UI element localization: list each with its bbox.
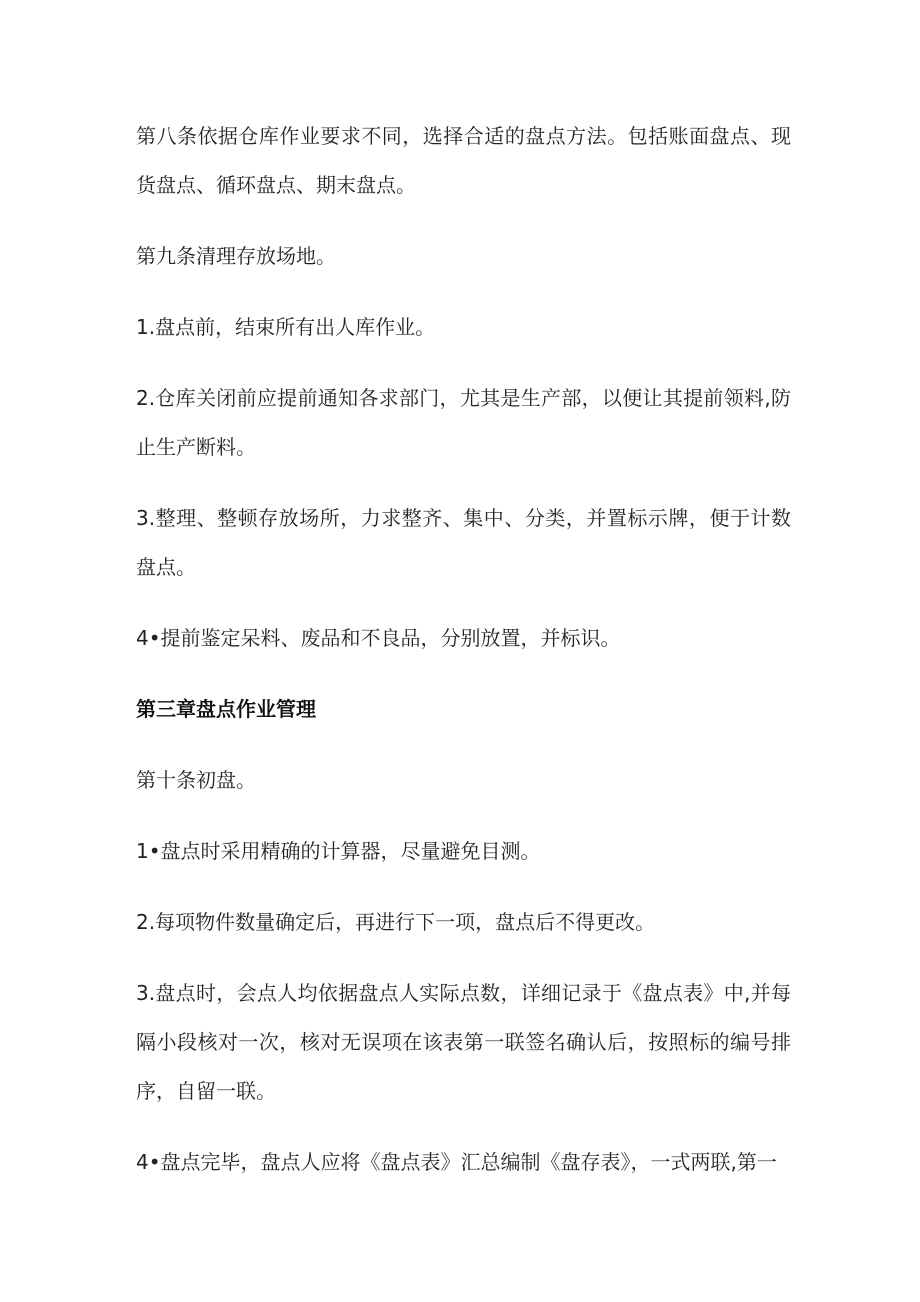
article-9-item-3: 3.整理、整顿存放场所，力求整齐、集中、分类，并置标示牌，便于计数盘点。	[136, 506, 791, 579]
article-9-item-1: 1.盘点前，结束所有出人库作业。	[136, 315, 436, 339]
article-10-item-4: 4•盘点完毕，盘点人应将《盘点表》汇总编制《盘存表》，一式两联,第一	[136, 1150, 777, 1174]
article-9-item-4: 4•提前鉴定呆料、废品和不良品，分别放置，并标识。	[136, 626, 621, 650]
article-8-paragraph: 第八条依据仓库作业要求不同，选择合适的盘点方法。包括账面盘点、现货盘点、循环盘点、期末盘点。	[136, 124, 791, 197]
document-body	[136, 112, 791, 1209]
article-10-item-1: 1•盘点时采用精确的计算器，尽量避免目测。	[136, 839, 541, 863]
chapter-3-heading: 第三章盘点作业管理	[136, 697, 316, 721]
article-10-title: 第十条初盘。	[136, 768, 256, 792]
article-9-title: 第九条清理存放场地。	[136, 244, 336, 268]
article-10-item-2: 2.每项物件数量确定后，再进行下一项，盘点后不得更改。	[136, 910, 656, 934]
article-9-item-2: 2.仓库关闭前应提前通知各求部门，尤其是生产部，以便让其提前领料,防止生产断料。	[136, 386, 791, 459]
article-10-item-3: 3.盘点时，会点人均依据盘点人实际点数，详细记录于《盘点表》中,并每隔小段核对一次，核对无误项在该表第一联签名确认后，按照标的编号排序，自留一联。	[136, 981, 791, 1103]
